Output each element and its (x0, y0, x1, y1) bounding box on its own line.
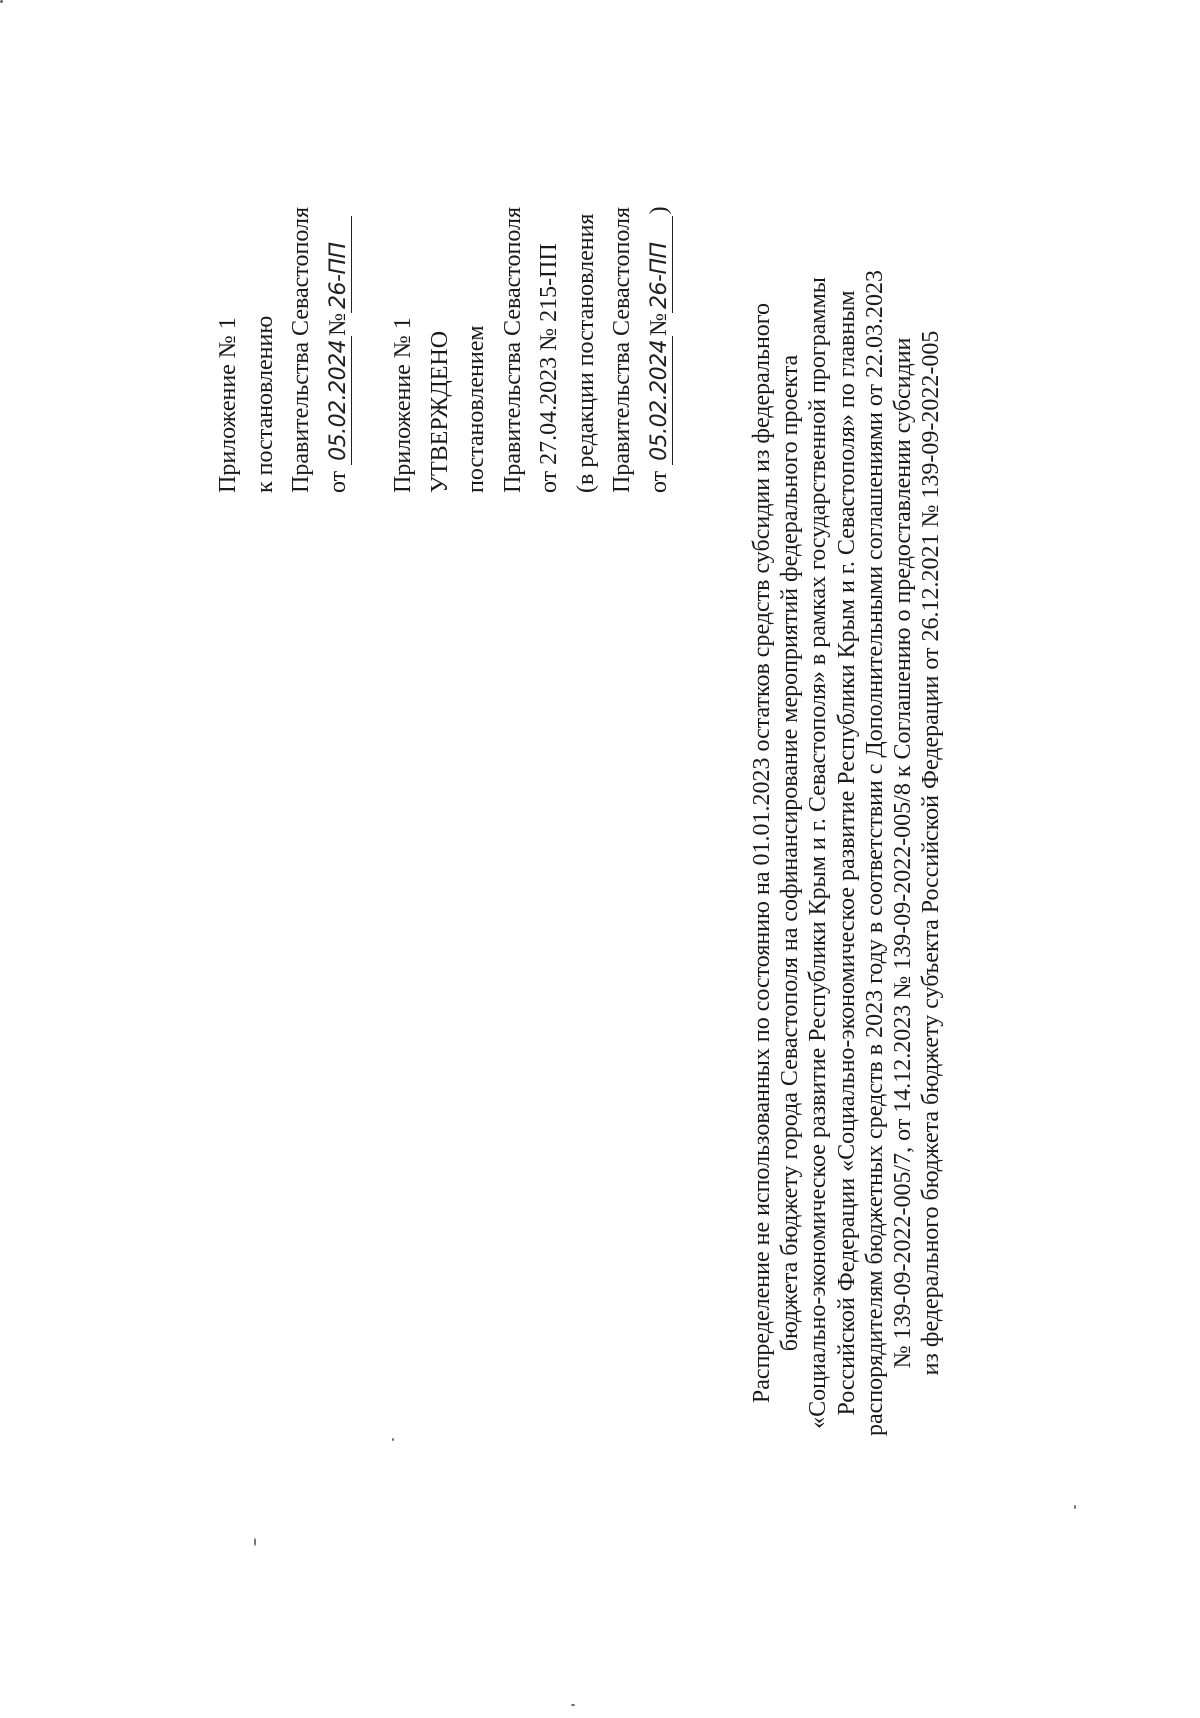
title-line: бюджета бюджету города Севастополя на софинансирование мероприятий федерального проекта (777, 354, 804, 1352)
appendix-date-prefix: от (324, 470, 351, 493)
approval-line-1: Приложение № 1 (390, 317, 416, 493)
title-line: Российской Федерации «Социально-экономическое развитие Республики Крым и г. Севастополя» по главным (833, 290, 860, 1416)
approval-line-5: от 27.04.2023 № 215-ПП (536, 243, 562, 493)
approval-line-2: УТВЕРЖДЕНО (426, 330, 453, 493)
appendix-line-1: Приложение № 1 (215, 317, 241, 493)
title-line: из федерального бюджета бюджету субъекта Российской Федерации от 26.12.2021 № 139-09-2022-005 (918, 330, 945, 1376)
title-line: «Социально-экономическое развитие Республики Крым и г. Севастополя» в рамках государственной программы (805, 277, 832, 1429)
title-line: распорядителям бюджетных средств в 2023 году в соответствии с Дополнительными соглашениями от 22.03.2023 (861, 269, 888, 1437)
approval-closing-paren: ) (645, 206, 672, 215)
appendix-handwritten-number: 26-ПП (326, 216, 352, 313)
appendix-line-4 (320, 207, 358, 493)
approval-date-prefix: от (645, 470, 672, 493)
appendix-line-2: к постановлению (251, 315, 278, 493)
appendix-line-3: Правительства Севастополя (288, 206, 314, 493)
approval-number-label: № (645, 312, 672, 336)
approval-handwritten-number: 26-ПП (647, 216, 673, 313)
approval-line-4: Правительства Севастополя (499, 206, 526, 493)
approval-line-6: (в редакции постановления (572, 213, 599, 493)
title-line: № 139-09-2022-005/7, от 14.12.2023 № 139-09-2022-005/8 к Соглашению о предоставлении субсидии (890, 337, 917, 1369)
appendix-number-label: № (324, 312, 351, 336)
approval-header (385, 206, 678, 493)
document-title (748, 193, 945, 1513)
approval-line-7: Правительства Севастополя (609, 206, 635, 493)
approval-line-3: постановлением (463, 325, 489, 493)
appendix-handwritten-date: 05.02.2024 (326, 336, 352, 465)
approval-line-8 (641, 206, 679, 493)
approval-handwritten-date: 05.02.2024 (647, 336, 673, 465)
appendix-header (210, 207, 357, 493)
title-line: Распределение не использованных по состоянию на 01.01.2023 остатков средств субсидии из федерального (749, 302, 775, 1404)
